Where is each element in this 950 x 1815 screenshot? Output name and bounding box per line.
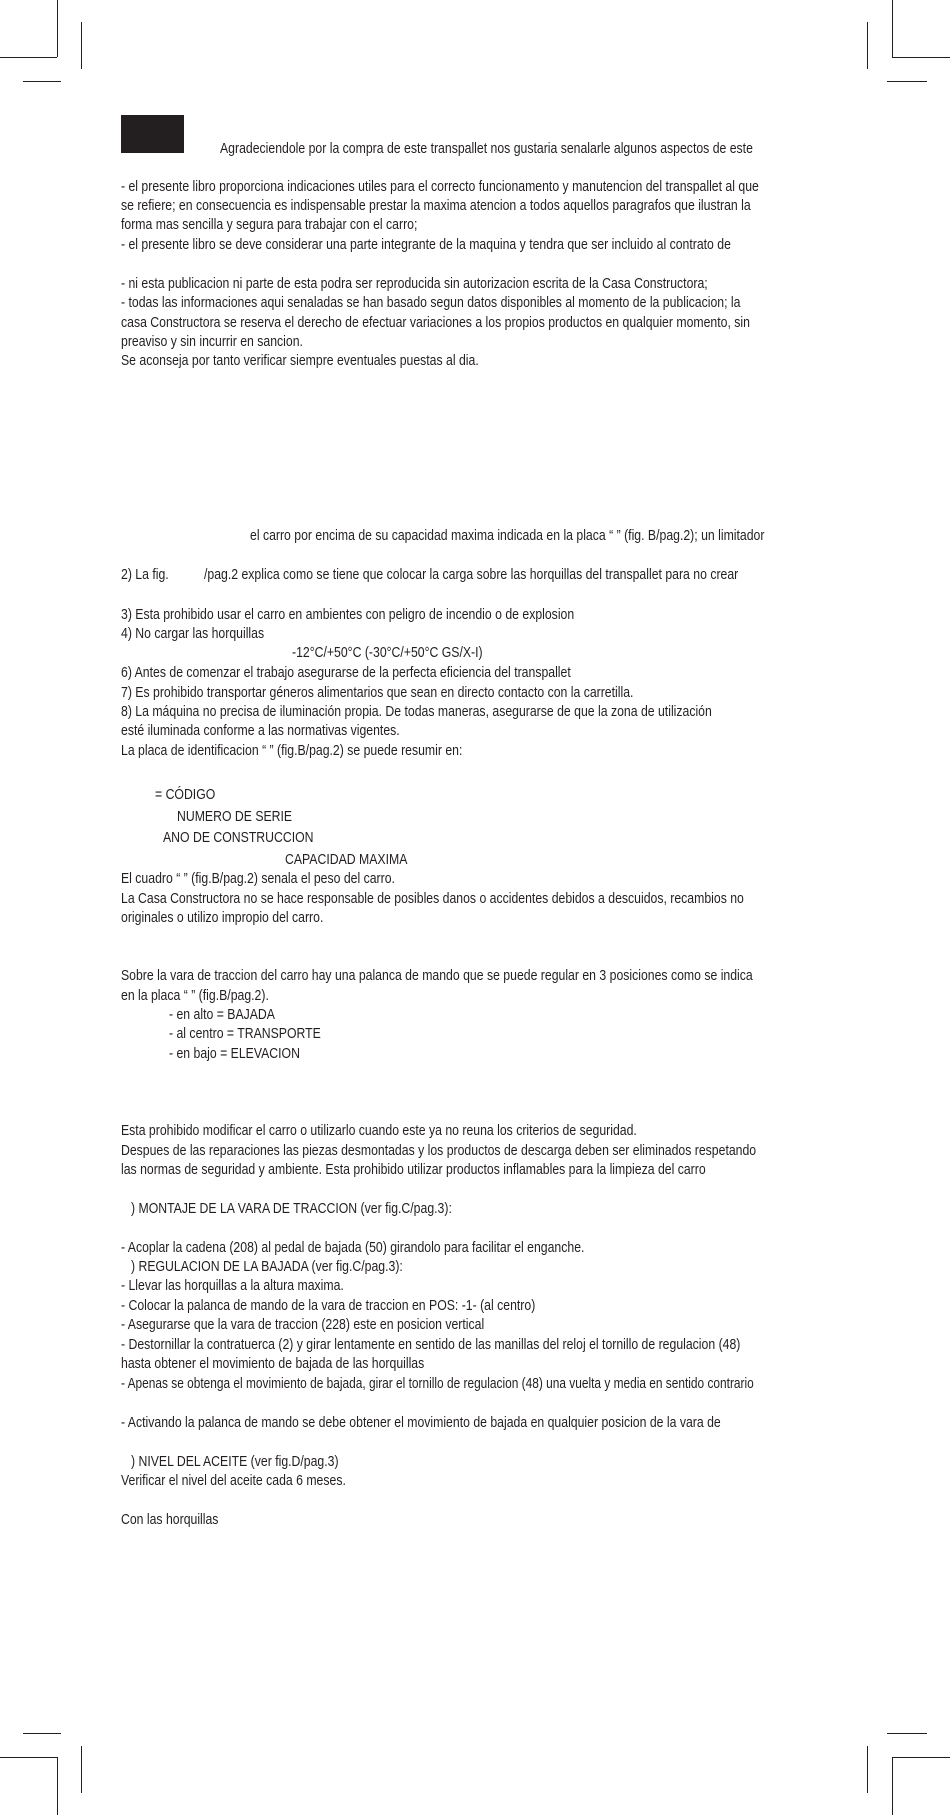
plate-serie (177, 808, 314, 828)
aceite-line-1-text: Verificar el nivel del aceite cada 6 meses. (121, 1473, 346, 1489)
crop-mark-top-right-v1 (867, 22, 868, 69)
controls-alto (169, 1006, 295, 1026)
plate-cuadro (121, 870, 447, 890)
safety-text-5: -12°C/+50°C (-30°C/+50°C GS/X-I) (292, 645, 483, 661)
intro-text-4: - el presente libro se deve considerar una parte integrante de la maquina y tendra que ser incluido al contrato de (121, 237, 731, 253)
regulacion-step-4a (121, 1336, 858, 1356)
controls-text-1: Sobre la vara de traccion del carro hay una palanca de mando que se puede regular en 3 posiciones como se indica (121, 968, 753, 984)
safety-line-8b (121, 722, 453, 742)
maintenance-text-2: Despues de las reparaciones las piezas desmontadas y los productos de descarga deben ser eliminados respetando (121, 1143, 757, 1159)
crop-mark-bottom-right-h2 (892, 1757, 950, 1758)
safety-text-2a: 2) La fig. (121, 567, 169, 583)
regulacion-step-5-text: - Apenas se obtenga el movimiento de bajada, girar el tornillo de regulacion (48) una vuelta y media en sentido contrario (121, 1376, 754, 1392)
intro-line (220, 140, 830, 160)
intro-text-2: se refiere; en consecuencia es indispensable prestar la maxima atencion a todos aquellos paragrafos que ilustran la (121, 198, 751, 214)
crop-mark-top-left-v2 (81, 22, 82, 69)
maintenance-text-3: las normas de seguridad y ambiente. Esta prohibido utilizar productos inflamables para la limpieza del carro (121, 1162, 706, 1178)
aceite-line-2 (121, 1511, 237, 1531)
aceite-heading-text: ) NIVEL DEL ACEITE (ver fig.D/pag.3) (131, 1454, 339, 1470)
montaje-heading (131, 1200, 513, 1220)
regulacion-step-2-text: - Colocar la palanca de mando de la vara de traccion en POS: -1- (al centro) (121, 1298, 536, 1314)
crop-mark-bottom-right-v2 (892, 1757, 893, 1815)
plate-ano (163, 829, 342, 849)
section-marker-block (121, 115, 184, 153)
intro-text-5: - ni esta publicacion ni parte de esta podra ser reproducida sin autorizacion escrita de la Casa Constructora; (121, 276, 708, 292)
plate-codigo (155, 786, 227, 806)
crop-mark-top-left-h (23, 81, 61, 82)
intro-text: Agradeciendole por la compra de este transpallet nos gustaria senalarle algunos aspectos de este (220, 141, 753, 157)
intro-paragraph-line-5 (121, 275, 819, 295)
crop-mark-bottom-right-v1 (867, 1746, 868, 1793)
safety-text-6: 6) Antes de comenzar el trabajo asegurarse de la perfecta eficiencia del transpallet (121, 665, 571, 681)
regulacion-heading (131, 1258, 455, 1278)
regulacion-step-4a-text: - Destornillar la contratuerca (2) y girar lentamente en sentido de las manillas del reloj el tornillo de regulacion (48) (121, 1337, 741, 1353)
intro-paragraph-line-4 (121, 236, 847, 256)
safety-text-4: 4) No cargar las horquillas (121, 626, 265, 642)
controls-bajo (169, 1045, 325, 1065)
maintenance-line-2 (121, 1142, 877, 1162)
plate-resp-text-1: La Casa Constructora no se hace responsable de posibles danos o accidentes debidos a descuidos, recambios no (121, 891, 744, 907)
crop-mark-top-right-v2 (892, 0, 893, 57)
regulacion-step-4b (121, 1355, 482, 1375)
crop-mark-bottom-left-h (23, 1733, 61, 1734)
montaje-heading-text: ) MONTAJE DE LA VARA DE TRACCION (ver fig.C/pag.3): (131, 1201, 452, 1217)
safety-text-1: el carro por encima de su capacidad maxima indicada en la placa “ ” (fig. B/pag.2); un limitador (250, 528, 765, 544)
maintenance-line-3 (121, 1161, 817, 1181)
montaje-step-1-text: - Acoplar la cadena (208) al pedal de bajada (50) girandolo para facilitar el enganche. (121, 1240, 585, 1256)
intro-paragraph-line-1 (121, 178, 880, 198)
plate-codigo-text: = CÓDIGO (155, 787, 216, 803)
aceite-line-2-text: Con las horquillas (121, 1512, 219, 1528)
plate-capacidad (285, 851, 431, 871)
intro-text-9: Se aconseja por tanto verificar siempre eventuales puestas al dia. (121, 353, 479, 369)
regulacion-step-6 (121, 1414, 835, 1434)
safety-line-6 (121, 664, 656, 684)
intro-text-1: - el presente libro proporciona indicaciones utiles para el correcto funcionamento y manutencion del transpallet al que (121, 179, 759, 195)
regulacion-step-5 (121, 1375, 897, 1395)
safety-text-7: 7) Es prohibido transportar géneros alimentarios que sean en directo contacto con la carretilla. (121, 685, 634, 701)
safety-text-3: 3) Esta prohibido usar el carro en ambientes con peligro de incendio o de explosion (121, 607, 575, 623)
safety-line-2b (204, 566, 840, 586)
safety-line-7 (121, 684, 731, 704)
plate-capacidad-text: CAPACIDAD MAXIMA (285, 852, 408, 868)
plate-ano-text: ANO DE CONSTRUCCION (163, 830, 314, 846)
crop-mark-bottom-left-h2 (0, 1757, 57, 1758)
regulacion-step-2 (121, 1297, 614, 1317)
safety-line-4 (121, 625, 291, 645)
montaje-step-1 (121, 1239, 673, 1259)
safety-text-2b: /pag.2 explica como se tiene que colocar la carga sobre las horquillas del transpallet para no crear (204, 567, 739, 583)
controls-line-1 (121, 967, 873, 987)
controls-line-2 (121, 987, 297, 1007)
safety-text-8b: esté iluminada conforme a las normativas vigentes. (121, 723, 400, 739)
plate-resp-2 (121, 909, 362, 929)
crop-mark-bottom-left-v2 (81, 1746, 82, 1793)
intro-paragraph-line-3 (121, 216, 474, 236)
regulacion-heading-text: ) REGULACION DE LA BAJADA (ver fig.C/pag.3): (131, 1259, 403, 1275)
safety-text-8a: 8) La máquina no precisa de iluminación propia. De todas maneras, asegurarse de que la zona de utilización (121, 704, 712, 720)
controls-bajo-text: - en bajo = ELEVACION (169, 1046, 300, 1062)
aceite-heading (131, 1453, 378, 1473)
safety-line-1 (250, 527, 862, 547)
controls-alto-text: - en alto = BAJADA (169, 1007, 275, 1023)
safety-text-9: La placa de identificacion “ ” (fig.B/pag.2) se puede resumir en: (121, 743, 463, 759)
intro-text-8: preaviso y sin incurrir en sancion. (121, 334, 303, 350)
regulacion-step-3-text: - Asegurarse que la vara de traccion (228) este en posicion vertical (121, 1317, 485, 1333)
regulacion-step-1-text: - Llevar las horquillas a la altura maxima. (121, 1278, 344, 1294)
plate-resp-text-2: originales o utilizo impropio del carro. (121, 910, 324, 926)
crop-mark-top-left-h2 (0, 57, 57, 58)
crop-mark-bottom-left-v1 (57, 1757, 58, 1815)
regulacion-step-3 (121, 1316, 553, 1336)
intro-text-3: forma mas sencilla y segura para trabajar con el carro; (121, 217, 418, 233)
crop-mark-bottom-right-h (887, 1733, 927, 1734)
regulacion-step-1 (121, 1277, 386, 1297)
controls-centro (169, 1025, 350, 1045)
intro-text-7: casa Constructora se reserva el derecho de efectuar variaciones a los propios productos en qualquier momento, sin (121, 315, 750, 331)
intro-paragraph-line-6 (121, 294, 858, 314)
intro-text-6: - todas las informaciones aqui senaladas se han basado segun datos disponibles al momento de la publicacion; la (121, 295, 741, 311)
maintenance-text-1: Esta prohibido modificar el carro o utilizarlo cuando este ya no reuna los criterios de seguridad. (121, 1123, 637, 1139)
safety-line-5 (292, 644, 519, 664)
safety-line-2a (121, 566, 178, 586)
crop-mark-top-right-h2 (887, 81, 927, 82)
safety-line-3 (121, 606, 661, 626)
intro-paragraph-line-2 (121, 197, 871, 217)
intro-paragraph-line-8 (121, 333, 338, 353)
plate-serie-text: NUMERO DE SERIE (177, 809, 293, 825)
controls-centro-text: - al centro = TRANSPORTE (169, 1026, 321, 1042)
plate-cuadro-text: El cuadro “ ” (fig.B/pag.2) senala el peso del carro. (121, 871, 395, 887)
crop-mark-top-left-v1 (57, 0, 58, 57)
safety-line-9 (121, 742, 527, 762)
crop-mark-top-right-h (892, 57, 950, 58)
plate-resp-1 (121, 890, 863, 910)
intro-paragraph-line-7 (121, 314, 870, 334)
safety-line-8a (121, 703, 824, 723)
regulacion-step-6-text: - Activando la palanca de mando se debe obtener el movimiento de bajada en qualquier posicion de la vara de (121, 1415, 721, 1431)
controls-text-2: en la placa “ ” (fig.B/pag.2). (121, 988, 269, 1004)
intro-paragraph-line-9 (121, 352, 547, 372)
regulacion-step-4b-text: hasta obtener el movimiento de bajada de las horquillas (121, 1356, 425, 1372)
maintenance-line-1 (121, 1122, 735, 1142)
aceite-line-1 (121, 1472, 389, 1492)
